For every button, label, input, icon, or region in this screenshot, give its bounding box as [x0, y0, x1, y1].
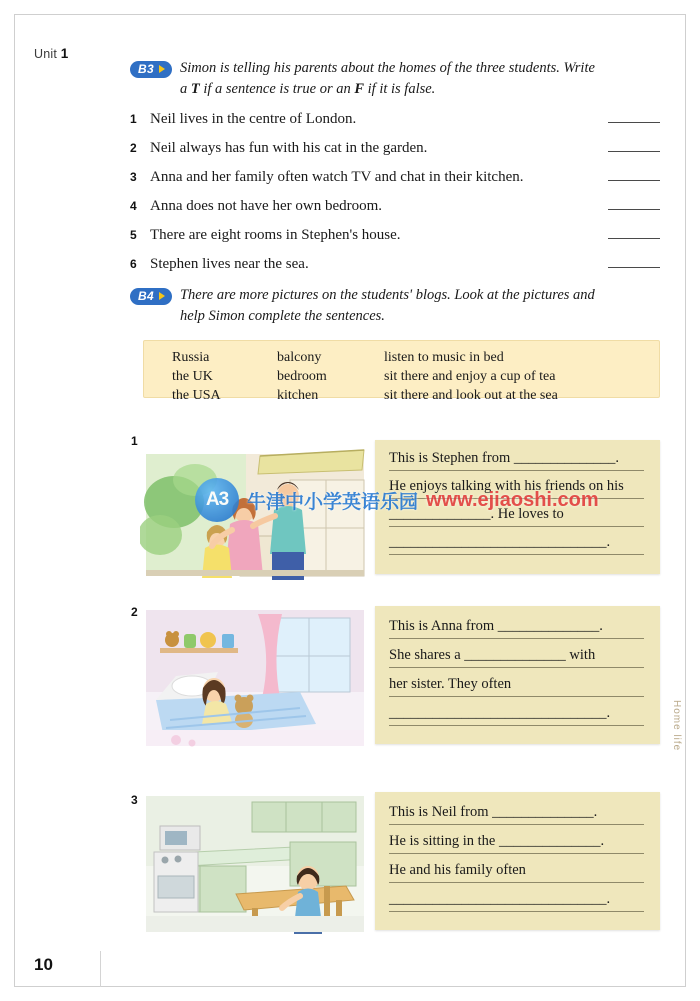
item-number: 4: [130, 199, 137, 213]
word-bank-cell: the UK: [172, 368, 213, 384]
word-bank-cell: Russia: [172, 349, 210, 365]
balcony-family-picture: [140, 440, 370, 582]
statement-text: Neil always has fun with his cat in the garden.: [150, 140, 428, 156]
b3-instruction-line1: Simon is telling his parents about the homes of the three students. Write: [179, 60, 595, 76]
note-line: This is Neil from ______________.: [389, 804, 598, 820]
unit-header: [34, 46, 68, 61]
word-bank-cell: listen to music in bed: [384, 349, 504, 365]
table-row: [172, 367, 558, 386]
kitchen-boy-picture: [140, 790, 370, 938]
watermark-url: www.ejiaoshi.com: [426, 488, 599, 511]
note-line: He is sitting in the ______________.: [389, 833, 605, 849]
note-line: her sister. They often: [389, 676, 512, 692]
unit-number: 1: [60, 46, 69, 61]
statement-text: There are eight rooms in Stephen's house.: [150, 227, 401, 243]
note-rule: [389, 824, 644, 825]
table-row: [130, 137, 660, 160]
answer-note-1: [375, 440, 660, 574]
table-row: [130, 108, 660, 131]
triangle-icon: [159, 65, 165, 73]
b4-instruction-line2: help Simon complete the sentences.: [179, 308, 385, 325]
note-rule: [389, 696, 644, 697]
triangle-icon: [159, 292, 165, 300]
note-line: ______________________________.: [389, 534, 611, 550]
b3-statement-list: [130, 108, 660, 282]
table-row: [172, 386, 558, 405]
table-row: [130, 195, 660, 218]
note-line: This is Anna from ______________.: [389, 618, 603, 634]
word-bank-cell: sit there and look out at the sea: [384, 387, 558, 403]
note-line: He and his family often: [389, 862, 526, 878]
answer-note-2: [375, 606, 660, 744]
table-row: [130, 224, 660, 247]
b3-instruction-line2-post: if it is false.: [364, 81, 436, 98]
note-rule: [389, 882, 644, 883]
note-rule: [389, 911, 644, 912]
note-rule: [389, 498, 644, 499]
table-row: [130, 253, 660, 276]
b3-instruction-line2-mid: if a sentence is true or an: [199, 81, 355, 98]
item-number: 3: [131, 793, 138, 807]
statement-text: Anna and her family often watch TV and chat in their kitchen.: [150, 169, 524, 185]
item-number: 3: [130, 170, 137, 184]
side-margin-text: Home life: [671, 700, 682, 752]
page-number: 10: [34, 955, 53, 974]
statement-text: Anna does not have her own bedroom.: [150, 198, 383, 214]
b4-tag-label: B4: [138, 289, 154, 303]
note-rule: [389, 725, 644, 726]
b4-instruction-text: [130, 285, 660, 327]
bedroom-girl-picture: [140, 604, 370, 752]
item-number: 6: [130, 257, 137, 271]
table-row: [172, 348, 558, 367]
watermark-chinese-text: 牛津中小学英语乐园: [247, 491, 419, 513]
footer-divider: [100, 951, 101, 987]
word-bank-cell: sit there and enjoy a cup of tea: [384, 368, 556, 384]
b4-instruction-block: [130, 285, 660, 327]
b4-instruction-line1: There are more pictures on the students' blogs. Look at the pictures and: [179, 287, 595, 303]
note-rule: [389, 470, 644, 471]
word-bank-cell: balcony: [277, 349, 322, 365]
answer-blank[interactable]: [608, 109, 660, 123]
note-line: He enjoys talking with his friends on his: [389, 478, 624, 494]
table-row: [130, 166, 660, 189]
answer-blank[interactable]: [608, 225, 660, 239]
item-number: 2: [130, 141, 137, 155]
statement-text: Neil lives in the centre of London.: [150, 111, 357, 127]
note-rule: [389, 526, 644, 527]
item-number: 1: [131, 434, 138, 448]
word-bank-table: [172, 348, 558, 405]
b3-letter-f: F: [354, 81, 365, 98]
statement-text: Stephen lives near the sea.: [150, 256, 309, 272]
note-rule: [389, 554, 644, 555]
b4-tag: [130, 286, 172, 307]
note-rule: [389, 667, 644, 668]
b3-instruction-text: [130, 58, 660, 100]
note-rule: [389, 638, 644, 639]
note-line: She shares a ______________ with: [389, 647, 596, 663]
watermark-badge-icon: A3: [195, 478, 239, 522]
answer-blank[interactable]: [608, 254, 660, 268]
answer-blank[interactable]: [608, 196, 660, 210]
item-number: 1: [130, 112, 137, 126]
note-line: This is Stephen from ______________.: [389, 450, 619, 466]
word-bank-box: [143, 340, 660, 403]
b3-instruction-block: [130, 58, 660, 100]
b3-instruction-line2-pre: a: [179, 81, 191, 98]
note-rule: [389, 853, 644, 854]
answer-blank[interactable]: [608, 167, 660, 181]
unit-label: Unit: [34, 47, 58, 61]
answer-note-3: [375, 792, 660, 930]
note-line: ______________________________.: [389, 705, 611, 721]
item-number: 5: [130, 228, 137, 242]
b3-tag-label: B3: [138, 62, 154, 76]
b3-letter-t: T: [190, 81, 200, 98]
note-line: ______________________________.: [389, 891, 611, 907]
word-bank-cell: the USA: [172, 387, 221, 403]
b3-tag: [130, 59, 172, 80]
word-bank-cell: bedroom: [277, 368, 327, 384]
answer-blank[interactable]: [608, 138, 660, 152]
item-number: 2: [131, 605, 138, 619]
word-bank-cell: kitchen: [277, 387, 319, 403]
note-line: ______________. He loves to: [389, 506, 564, 522]
